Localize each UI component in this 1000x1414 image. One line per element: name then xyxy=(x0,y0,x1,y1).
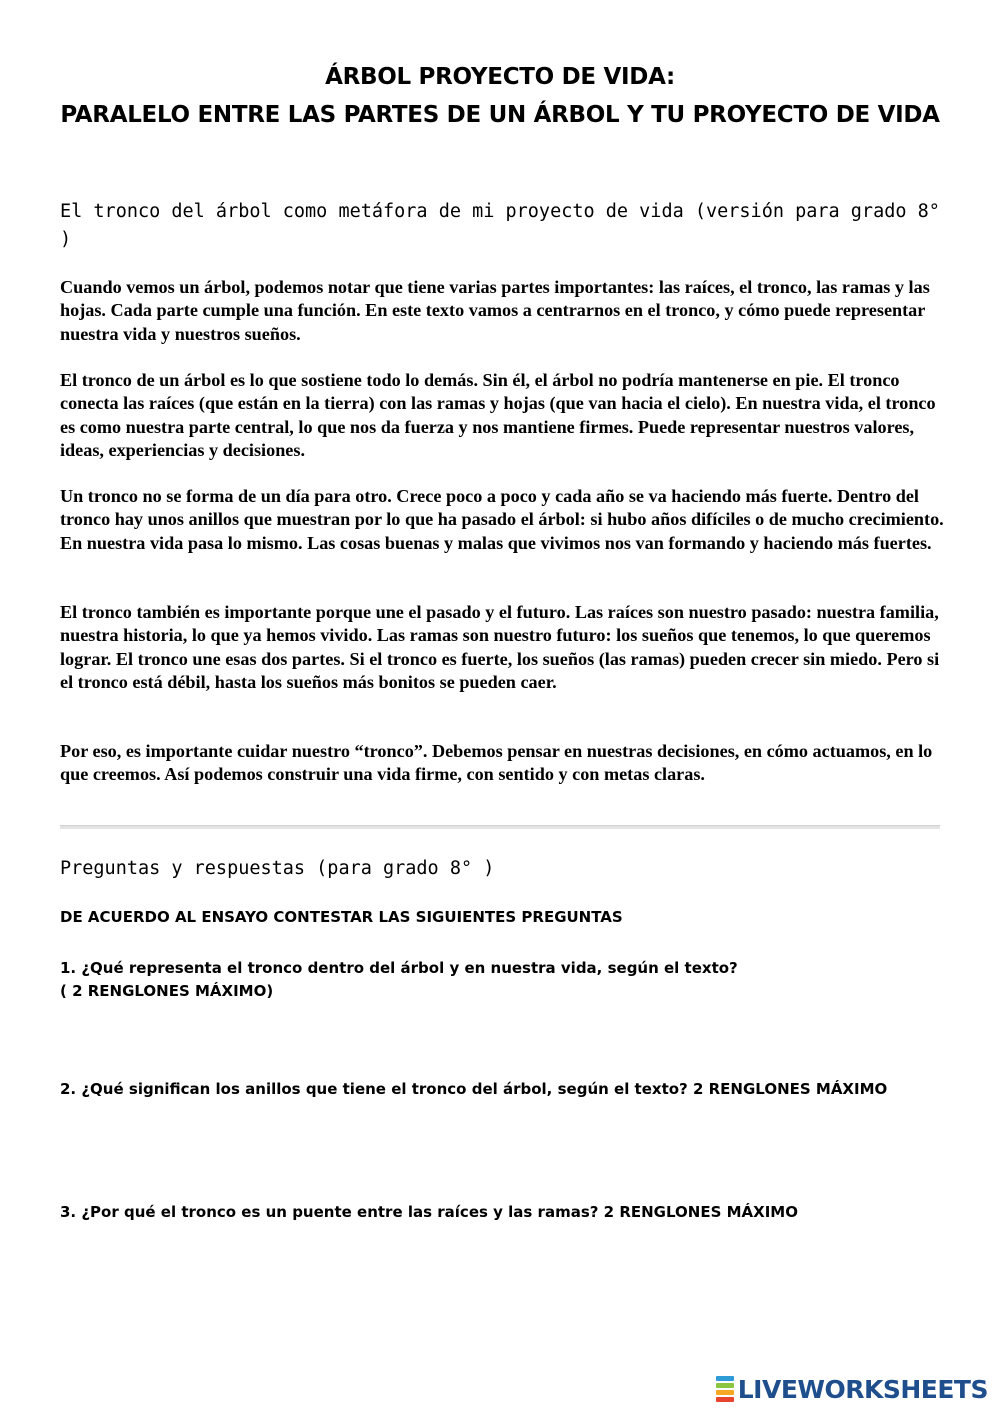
liveworksheets-brand xyxy=(716,1374,988,1404)
essay-heading: El tronco del árbol como metáfora de mi proyecto de vida (versión para grado 8° ) xyxy=(60,201,940,250)
essay-paragraph-1: Cuando vemos un árbol, podemos notar que tiene varias partes importantes: las raíces, el tronco, las ramas y las hojas. Cada parte cumple una función. En este texto vamos a centrarnos en el tronco, y cómo puede representar nuestra vida y nuestros sueños. xyxy=(60,277,930,344)
worksheet-title-line1: ÁRBOL PROYECTO DE VIDA: xyxy=(325,64,675,90)
logo-bar-2 xyxy=(716,1383,734,1388)
section-divider xyxy=(60,825,940,829)
essay-paragraph-4: El tronco también es importante porque une el pasado y el futuro. Las raíces son nuestro pasado: nuestra familia, nuestra historia, lo que ya hemos vivido. Las ramas son nuestro futuro: los sueños que tenemos, lo que queremos lograr. El tronco une esas dos partes. Si el tronco es fuerte, los sueños (las ramas) pueden crecer sin miedo. Pero si el tronco está débil, hasta los sueños más bonitos se pueden caer. xyxy=(60,602,940,692)
essay-paragraph-3: Un tronco no se forma de un día para otro. Crece poco a poco y cada año se va haciendo más fuerte. Dentro del tronco hay unos anillos que muestran por lo que ha pasado el árbol: si hubo años difíciles o de mucho crecimiento. En nuestra vida pasa lo mismo. Las cosas buenas y malas que vivimos nos van formando y haciendo más fuertes. xyxy=(60,486,944,553)
logo-bar-1 xyxy=(716,1376,734,1381)
qa-instruction: DE ACUERDO AL ENSAYO CONTESTAR LAS SIGUIENTES PREGUNTAS xyxy=(60,908,623,926)
essay-paragraph-2: El tronco de un árbol es lo que sostiene todo lo demás. Sin él, el árbol no podría mantenerse en pie. El tronco conecta las raíces (que están en la tierra) con las ramas y hojas (que van hacia el cielo). En nuestra vida, el tronco es como nuestra parte central, lo que nos da fuerza y nos mantiene firmes. Puede representar nuestros valores, ideas, experiencias y decisiones. xyxy=(60,370,936,460)
question-2: 2. ¿Qué significan los anillos que tiene el tronco del árbol, según el texto? 2 RENGLONES MÁXIMO xyxy=(60,1080,888,1098)
question-1-limit: ( 2 RENGLONES MÁXIMO) xyxy=(60,982,274,1000)
liveworksheets-logo-icon xyxy=(716,1376,736,1402)
logo-bar-4 xyxy=(716,1397,734,1402)
logo-bar-3 xyxy=(716,1390,734,1395)
question-3: 3. ¿Por qué el tronco es un puente entre las raíces y las ramas? 2 RENGLONES MÁXIMO xyxy=(60,1203,798,1221)
question-1: 1. ¿Qué representa el tronco dentro del árbol y en nuestra vida, según el texto? xyxy=(60,959,738,977)
worksheet-title-line2: PARALELO ENTRE LAS PARTES DE UN ÁRBOL Y TU PROYECTO DE VIDA xyxy=(60,102,940,128)
liveworksheets-brand-name: LIVEWORKSHEETS xyxy=(737,1374,988,1404)
essay-paragraph-5: Por eso, es importante cuidar nuestro “tronco”. Debemos pensar en nuestras decisiones, en cómo actuamos, en lo que creemos. Así podemos construir una vida firme, con sentido y con metas claras. xyxy=(60,741,933,785)
qa-heading: Preguntas y respuestas (para grado 8° ) xyxy=(60,858,495,879)
